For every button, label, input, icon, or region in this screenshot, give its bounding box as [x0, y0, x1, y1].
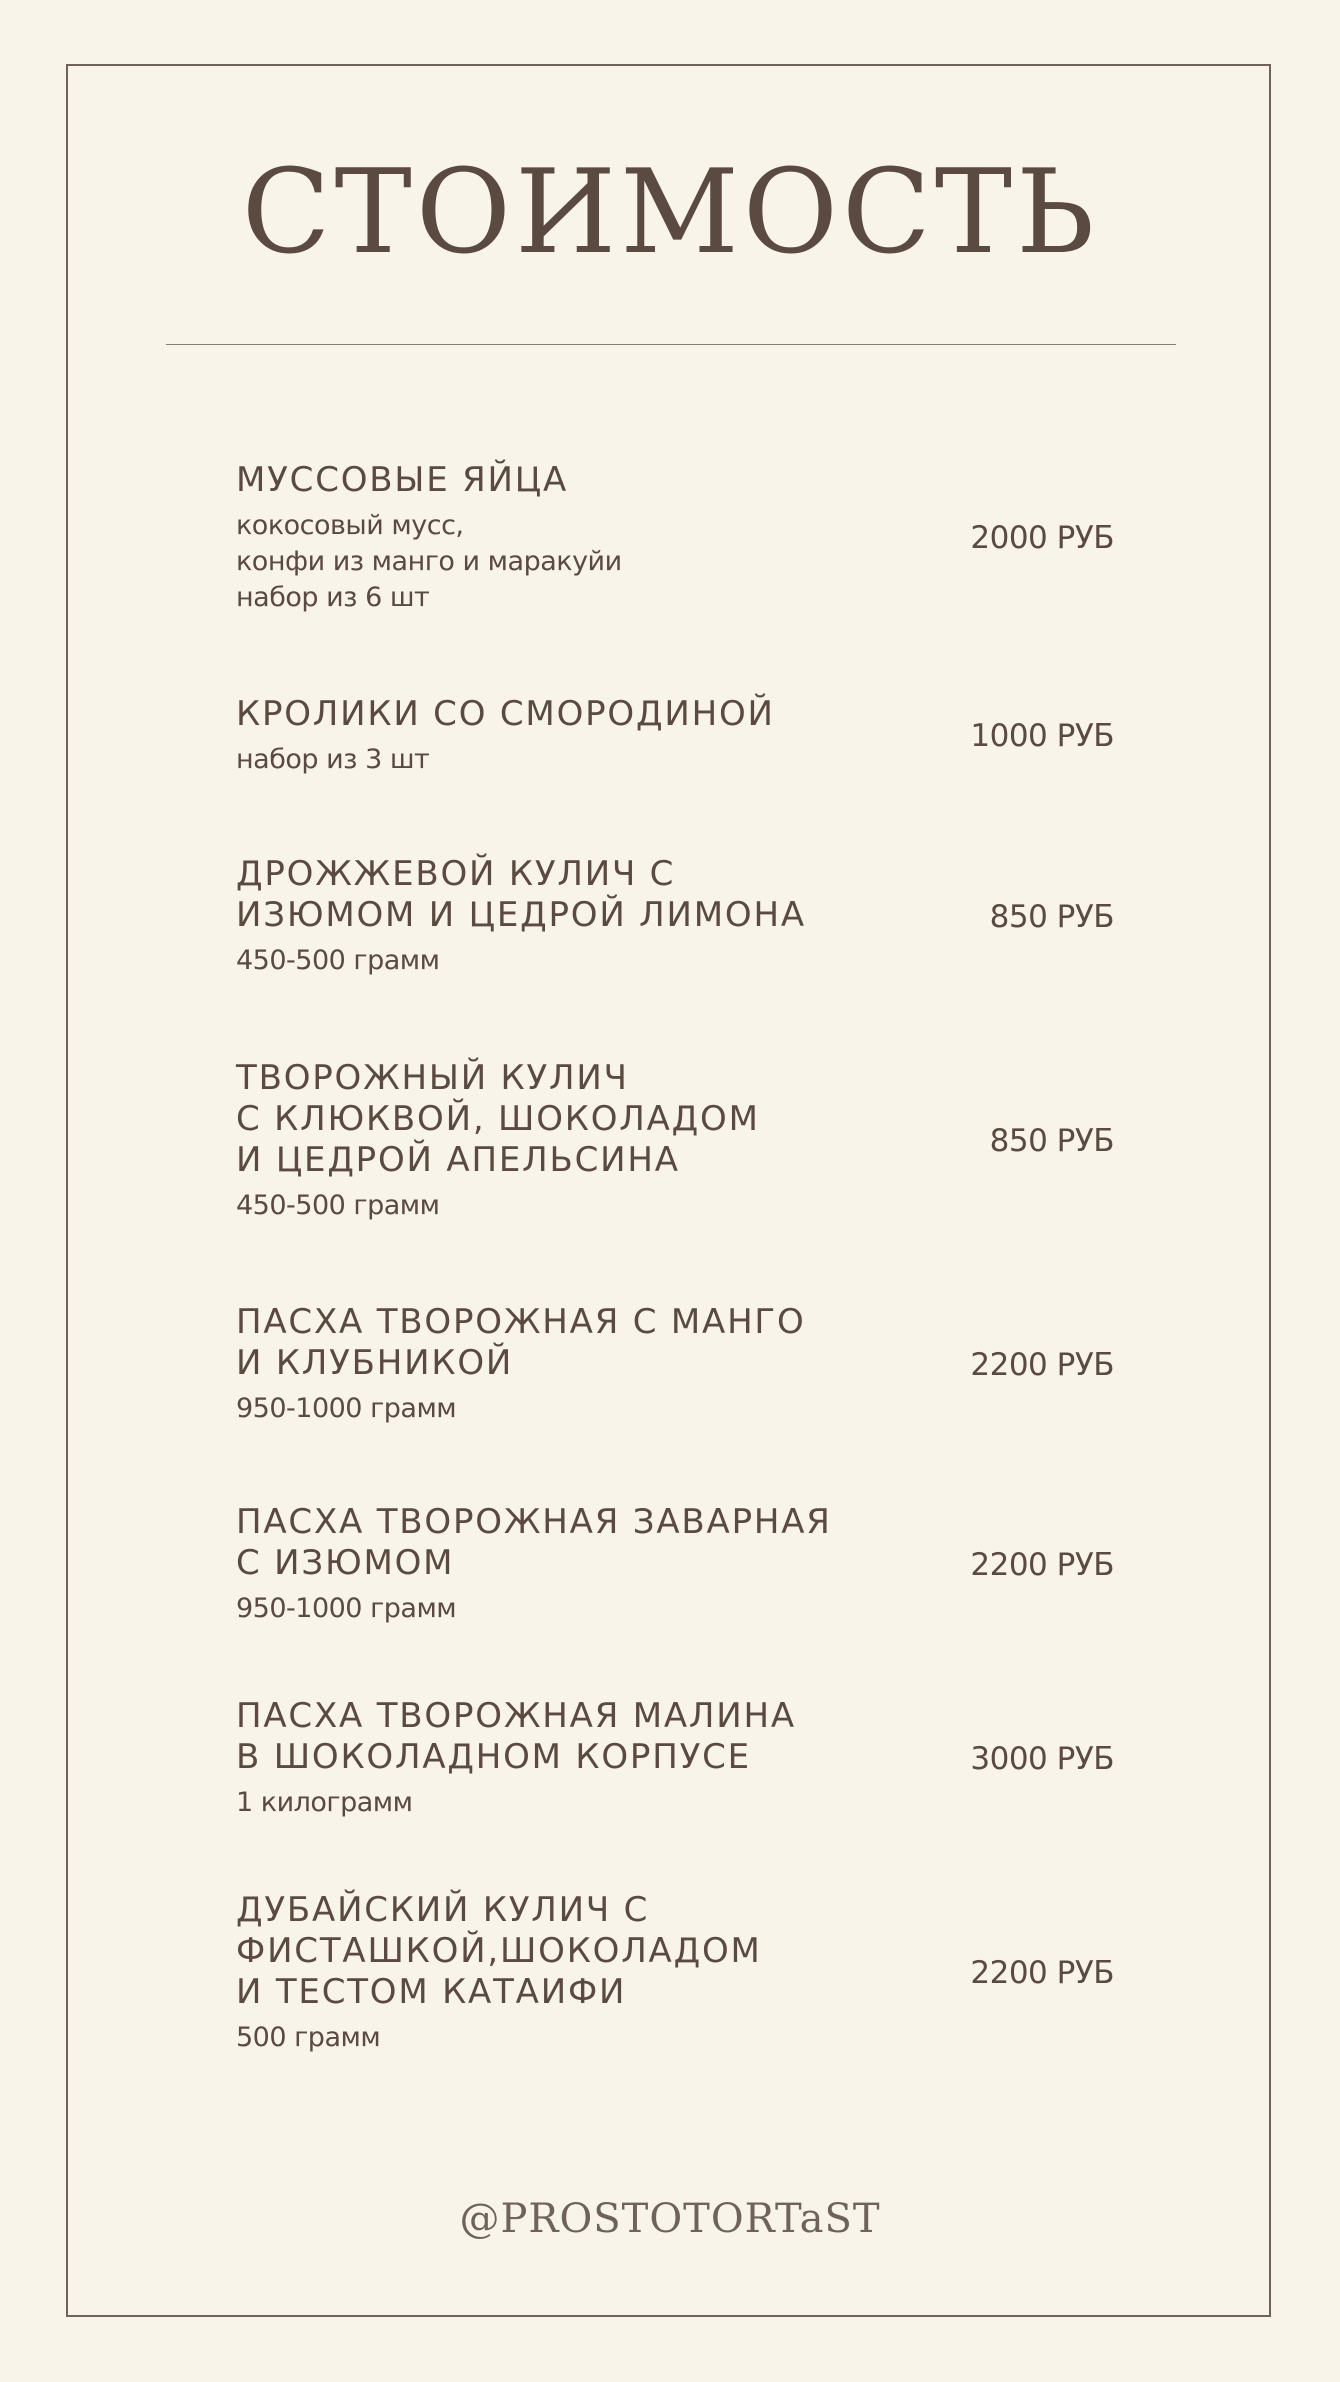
menu-item-price: 2000 РУБ [970, 520, 1114, 556]
instagram-handle: @PROSTOTORTaST [459, 2196, 881, 2242]
menu-item-name: ДРОЖЖЕВОЙ КУЛИЧ С ИЗЮМОМ И ЦЕДРОЙ ЛИМОНА [236, 854, 806, 935]
menu-item [236, 1302, 1114, 1427]
page-title: СТОИМОСТЬ [241, 145, 1099, 280]
menu-item-name: ДУБАЙСКИЙ КУЛИЧ С ФИСТАШКОЙ,ШОКОЛАДОМ И ТЕСТОМ КАТАИФИ [236, 1890, 762, 2012]
menu-item-text [236, 1890, 876, 2056]
menu-item-text [236, 1696, 876, 1821]
menu-item-description: кокосовый мусс, конфи из манго и маракуйи набор из 6 шт [236, 510, 622, 613]
menu-item-price: 2200 РУБ [970, 1346, 1114, 1383]
menu-item-price: 2200 РУБ [970, 1955, 1114, 1991]
menu-item-description: 450-500 грамм [236, 1190, 440, 1221]
menu-item-name: ПАСХА ТВОРОЖНАЯ С МАНГО И КЛУБНИКОЙ [236, 1302, 806, 1383]
menu-item-text [236, 1302, 876, 1427]
menu-item-text [236, 1058, 876, 1224]
menu-item-description: 500 грамм [236, 2022, 381, 2053]
menu-item [236, 694, 1114, 778]
menu-item-text [236, 854, 876, 979]
menu-item-price: 850 РУБ [989, 898, 1114, 935]
menu-item [236, 1058, 1114, 1224]
menu-item-description: 950-1000 грамм [236, 1593, 457, 1624]
menu-item-name: ТВОРОЖНЫЙ КУЛИЧ С КЛЮКВОЙ, ШОКОЛАДОМ И ЦЕДРОЙ АПЕЛЬСИНА [236, 1058, 760, 1180]
menu-item-description: 950-1000 грамм [236, 1393, 457, 1424]
menu-item-text [236, 1502, 876, 1627]
menu-item [236, 854, 1114, 979]
menu-item-price: 2200 РУБ [970, 1546, 1114, 1583]
menu-item-name: КРОЛИКИ СО СМОРОДИНОЙ [236, 694, 775, 734]
menu-item-price: 3000 РУБ [970, 1740, 1114, 1777]
menu-item [236, 1502, 1114, 1627]
menu-item-description: 450-500 грамм [236, 945, 440, 976]
menu-item [236, 460, 1114, 616]
menu-item-text [236, 694, 876, 778]
menu-item [236, 1696, 1114, 1821]
menu-item-price: 1000 РУБ [970, 718, 1114, 754]
title-divider [166, 344, 1176, 345]
menu-item-text [236, 460, 876, 616]
menu-item-description: набор из 3 шт [236, 744, 430, 775]
menu-item-name: ПАСХА ТВОРОЖНАЯ ЗАВАРНАЯ С ИЗЮМОМ [236, 1502, 832, 1583]
menu-item-name: ПАСХА ТВОРОЖНАЯ МАЛИНА В ШОКОЛАДНОМ КОРПУСЕ [236, 1696, 796, 1777]
menu-item-description: 1 килограмм [236, 1787, 413, 1818]
menu-item-name: МУССОВЫЕ ЯЙЦА [236, 460, 569, 500]
menu-item-price: 850 РУБ [989, 1123, 1114, 1159]
menu-item [236, 1890, 1114, 2056]
